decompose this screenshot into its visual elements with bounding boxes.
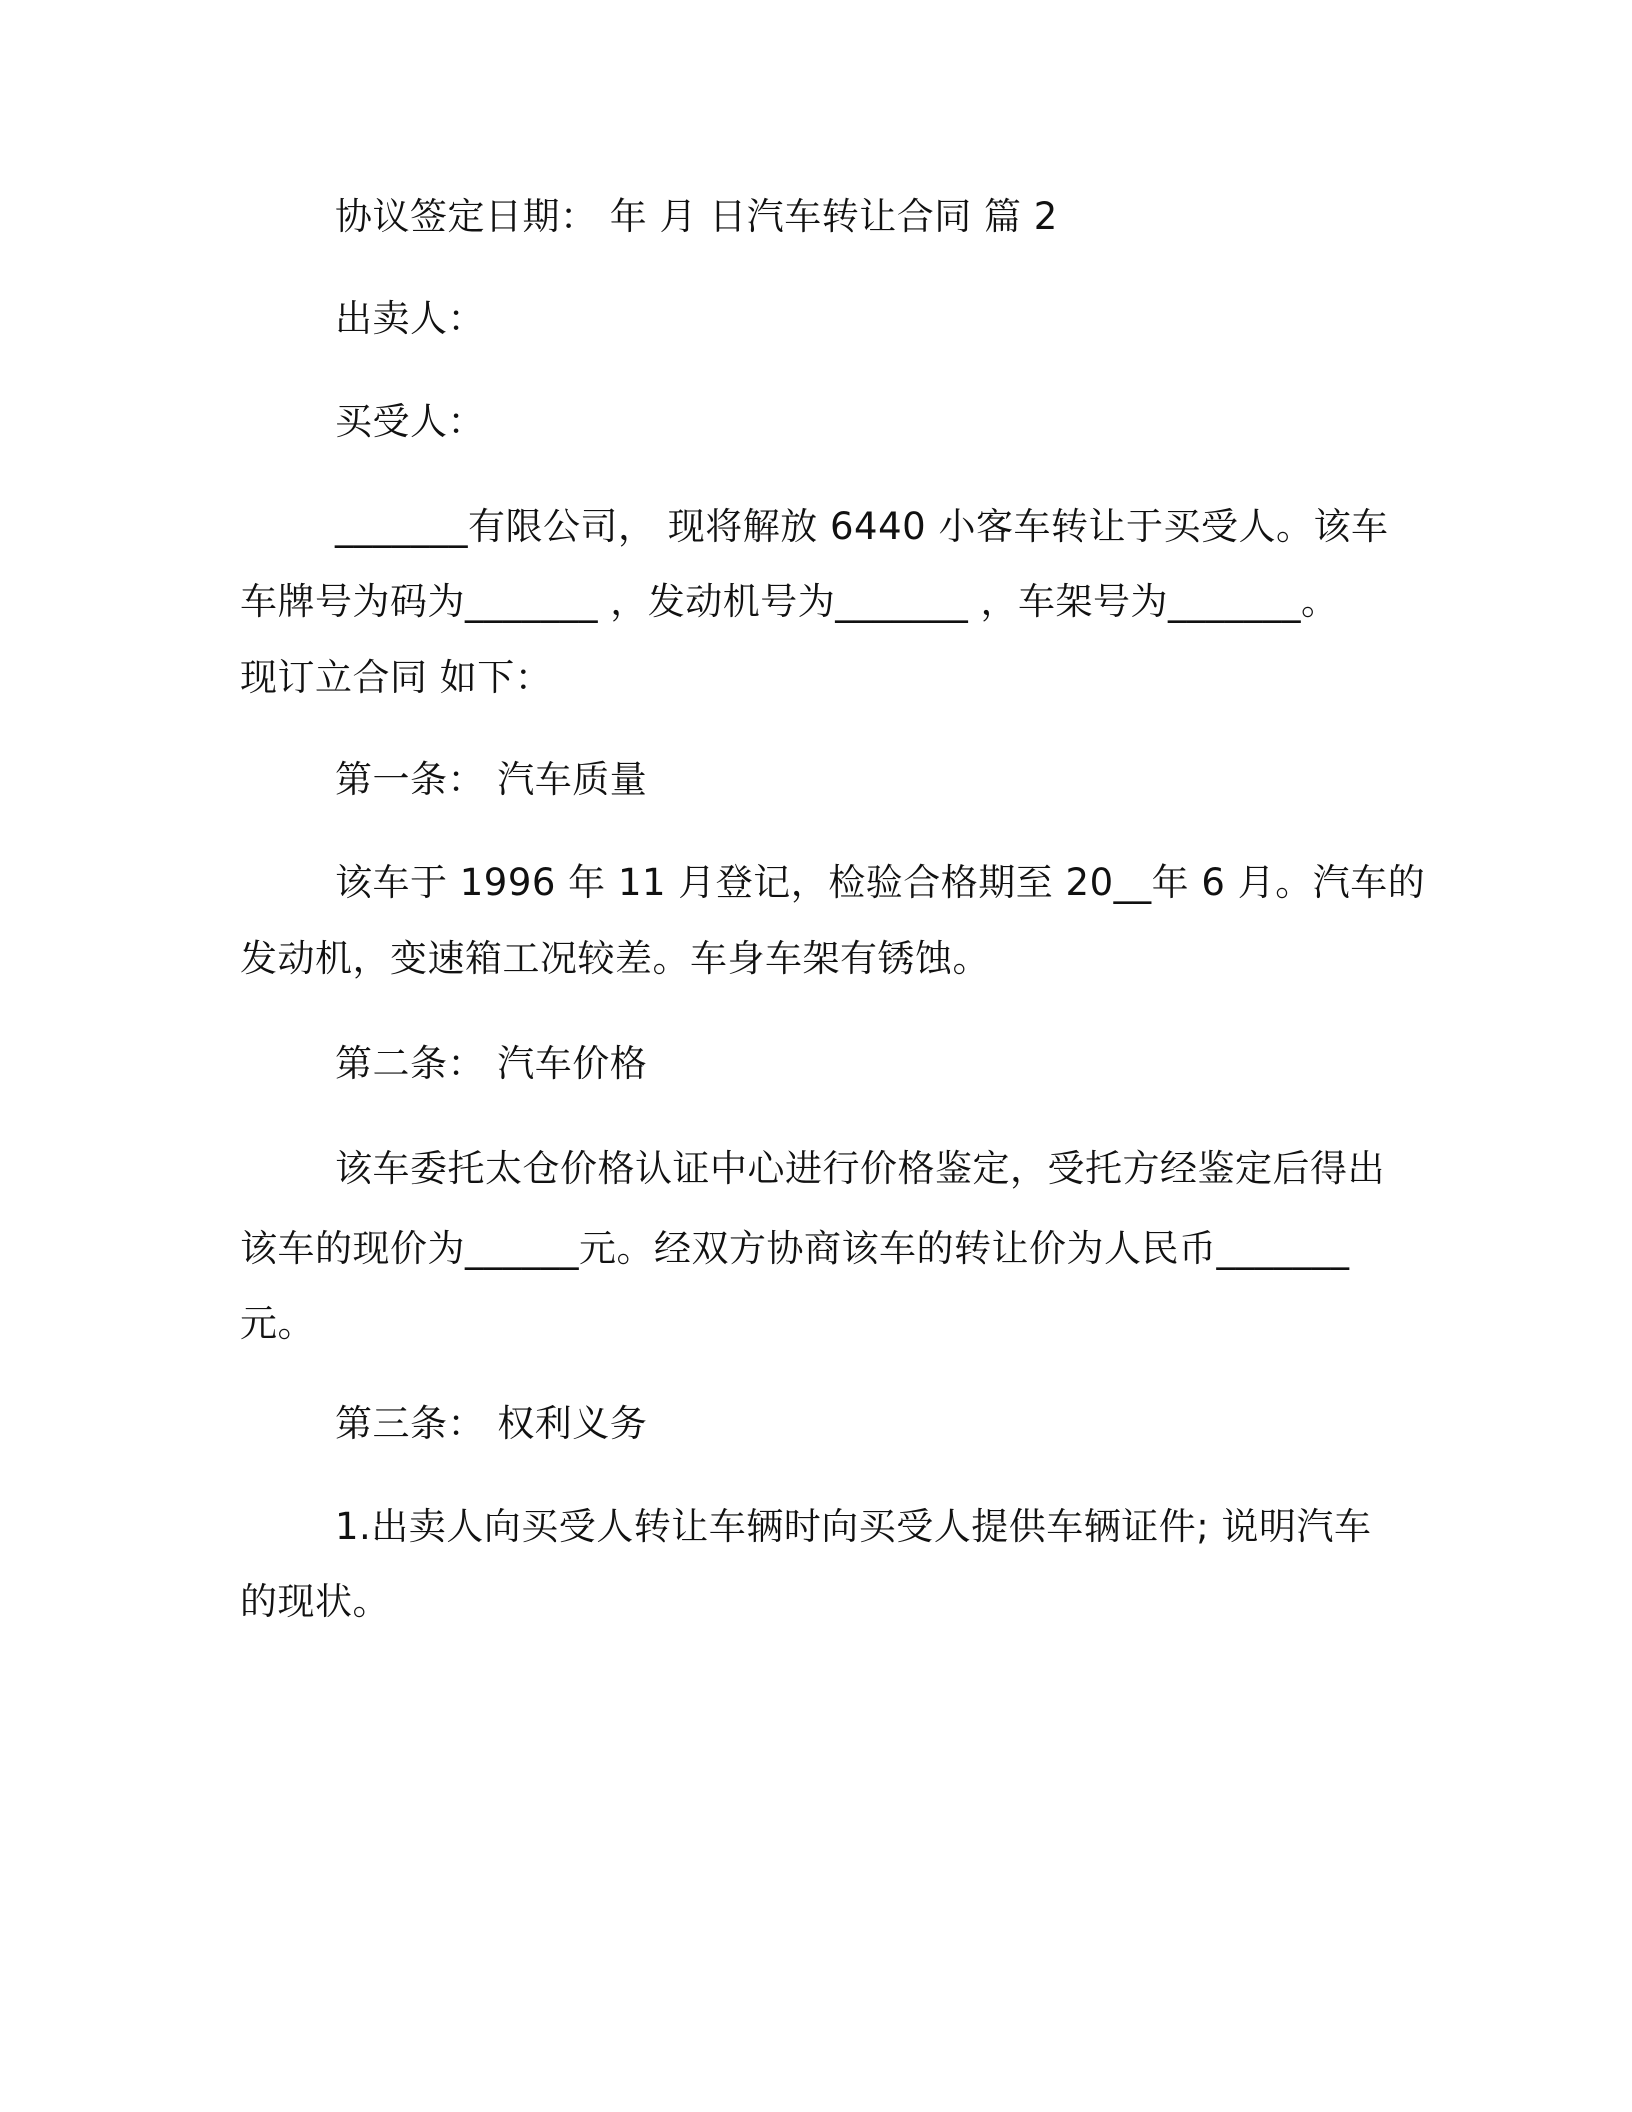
article-3-heading: 第三条： 权利义务 xyxy=(335,1402,648,1445)
intro-paragraph-line-3: 现订立合同 如下： xyxy=(240,656,553,699)
article-2-text-line-3: 元。 xyxy=(240,1302,315,1345)
agreement-date-heading: 协议签定日期： 年 月 日汽车转让合同 篇 2 xyxy=(335,195,1058,238)
article-1-text-line-1: 该车于 1996 年 11 月登记，检验合格期至 20__年 6 月。汽车的 xyxy=(335,861,1426,904)
buyer-label: 买受人： xyxy=(335,400,485,443)
seller-label: 出卖人： xyxy=(335,297,485,340)
intro-paragraph-line-1: _______有限公司， 现将解放 6440 小客车转让于买受人。该车 xyxy=(335,505,1389,548)
article-2-text-line-2: 该车的现价为______元。经双方协商该车的转让价为人民币_______ xyxy=(240,1227,1350,1270)
intro-paragraph-line-2: 车牌号为码为_______ ，发动机号为_______ ，车架号为_______。 xyxy=(240,580,1339,623)
article-1-heading: 第一条： 汽车质量 xyxy=(335,758,648,801)
article-2-heading: 第二条： 汽车价格 xyxy=(335,1042,648,1085)
article-1-text-line-2: 发动机，变速箱工况较差。车身车架有锈蚀。 xyxy=(240,937,990,980)
article-3-item-1-line-1: 1.出卖人向买受人转让车辆时向买受人提供车辆证件; 说明汽车 xyxy=(335,1505,1372,1548)
article-3-item-1-line-2: 的现状。 xyxy=(240,1580,390,1623)
article-2-text-line-1: 该车委托太仓价格认证中心进行价格鉴定，受托方经鉴定后得出 xyxy=(335,1147,1385,1190)
